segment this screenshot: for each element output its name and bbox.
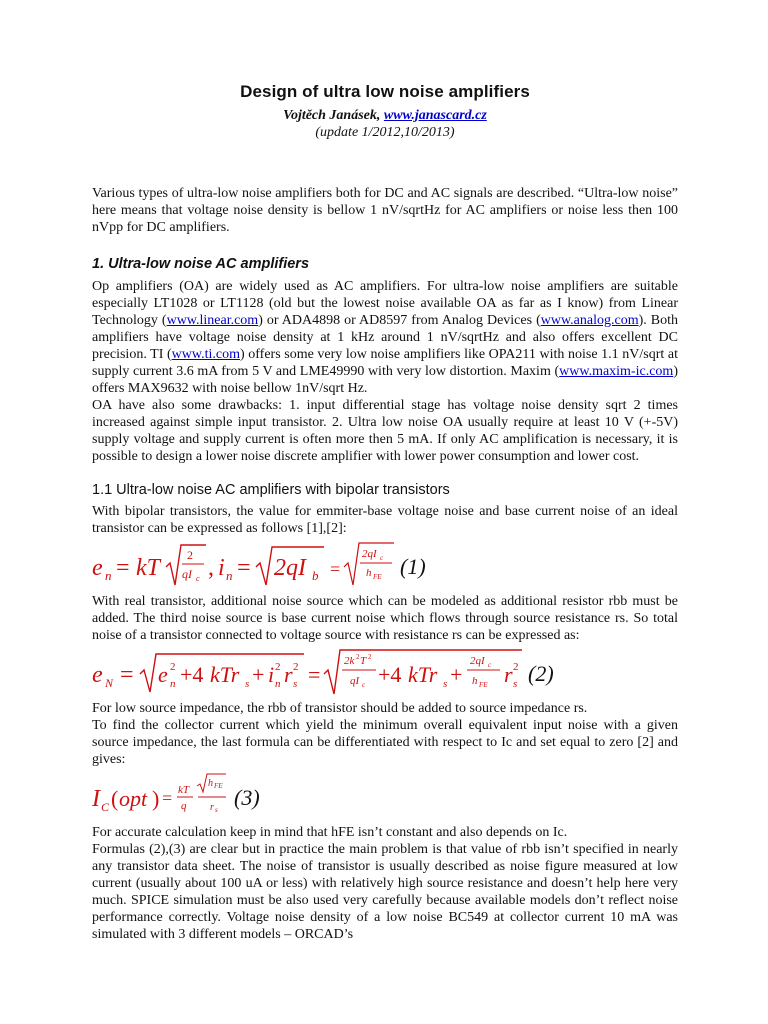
linear-link[interactable]: www.linear.com	[166, 313, 259, 328]
svg-text:qI: qI	[182, 567, 192, 581]
svg-text:2: 2	[187, 548, 193, 562]
equation-1	[92, 541, 678, 589]
svg-text:2: 2	[293, 661, 299, 673]
svg-text:e: e	[158, 662, 168, 687]
maxim-link[interactable]: www.maxim-ic.com	[559, 364, 674, 379]
svg-text:n: n	[226, 568, 233, 583]
svg-text:C: C	[101, 800, 110, 814]
svg-text:2: 2	[368, 653, 372, 661]
svg-text:2: 2	[275, 661, 281, 673]
svg-text:=: =	[116, 555, 130, 581]
svg-text:c: c	[380, 554, 384, 562]
svg-text:qI: qI	[350, 675, 360, 687]
svg-text:n: n	[275, 678, 281, 690]
svg-text:s: s	[513, 678, 518, 690]
svg-text:): )	[152, 786, 160, 811]
svg-text:2: 2	[513, 661, 519, 673]
author-website-link[interactable]: www.janascard.cz	[383, 108, 487, 123]
svg-text:kTr: kTr	[408, 662, 438, 687]
svg-text:FE: FE	[479, 681, 488, 689]
svg-text:=: =	[330, 559, 341, 579]
svg-text:2qI: 2qI	[470, 655, 485, 667]
author-name: Vojtěch Janásek,	[283, 108, 384, 123]
analog-link[interactable]: www.analog.com	[540, 313, 639, 328]
section-1-1-paragraph-2: With real transistor, additional noise source which can be modeled as additional resistor rbb must be added. The third noise source is base current noise which flows through source resistance rs. So total noise of a transistor connected to voltage source with resistance rs can be expressed as:	[92, 594, 678, 643]
svg-text:e: e	[92, 662, 103, 688]
ti-link[interactable]: www.ti.com	[171, 347, 240, 362]
svg-text:b: b	[312, 568, 319, 583]
svg-text:2k: 2k	[344, 655, 355, 667]
svg-text:h: h	[208, 778, 213, 789]
svg-text:c: c	[196, 574, 200, 583]
svg-text:n: n	[105, 568, 112, 583]
svg-text:s: s	[215, 806, 218, 814]
section-1-1-paragraph-4: To find the collector current which yield the minimum overall equivalent input noise with a given source impedance, the last formula can be differentiated with respect to Ic and set equal to zero [2] and gives:	[92, 718, 678, 767]
svg-text:s: s	[443, 678, 448, 690]
section-1-1-paragraph-1: With bipolar transistors, the value for emmiter-base voltage noise and base current noise of an ideal transistor can be expressed as follows [1],[2]:	[92, 504, 678, 536]
document-page	[92, 0, 678, 943]
svg-text:T: T	[360, 655, 367, 667]
svg-text:=: =	[308, 662, 321, 687]
svg-text:kT: kT	[178, 784, 189, 796]
svg-text:opt: opt	[119, 786, 148, 811]
svg-text:h: h	[472, 675, 478, 687]
equation-2-label: (2)	[528, 661, 554, 686]
equation-3-label: (3)	[234, 785, 260, 810]
svg-text:=: =	[162, 788, 173, 808]
section-1-paragraph-2: OA have also some drawbacks: 1. input differential stage has voltage noise density sqrt 2 times increased against simple input transistor. 2. Ultra low noise OA usually require at least 10 V (+-5V) supply voltage and supply current is often more then 5 mA. If only AC amplification is necessary, it is possible to design a lower noise discrete amplifier with lower power consumption and lower cost.	[92, 398, 678, 464]
svg-text:2qI: 2qI	[362, 548, 377, 560]
svg-text:I: I	[92, 786, 100, 812]
svg-text:+4: +4	[378, 662, 402, 687]
svg-text:=: =	[237, 555, 251, 581]
svg-text:s: s	[293, 678, 298, 690]
section-1-heading: 1. Ultra-low noise AC amplifiers	[92, 256, 310, 272]
equation-3	[92, 772, 678, 820]
svg-text:+: +	[450, 662, 463, 687]
svg-text:r: r	[210, 802, 214, 813]
svg-text:+4: +4	[180, 662, 204, 687]
svg-text:h: h	[366, 567, 372, 579]
section-1-paragraph-1: Op amplifiers (OA) are widely used as AC amplifiers. For ultra-low noise amplifiers are suitable especially LT1028 or LT1128 (old but the lowest noise available OA as far as I know) from Linear Technology (www.linear.com) or ADA4898 or AD8597 from Analog Devices (www.analog.com). Both amplifiers have voltage noise density at 1 kHz around 1 nV/sqrtHz and also offers excellent DC precision. TI (www.ti.com) offers some very low noise amplifiers like OPA211 with noise 1.1 nV/sqrt at supply current 3.6 mA from 5 V and LME49990 with very low distortion. Maxim (www.maxim-ic.com) offers MAX9632 with noise bellow 1nV/sqrt Hz.	[92, 279, 679, 396]
svg-text:kT: kT	[136, 555, 160, 581]
section-1-1-paragraph-6: Formulas (2),(3) are clear but in practice the main problem is that value of rbb isn’t specified in nearly any transistor data sheet. The noise of transistor is usually described as noise figure measured at low current (usually about 100 uA or less) with relatively high source resistance and doesn’t help here very much. SPICE simulation must be also used very carefully because available models don’t reflect noise performance correctly. Voltage noise density of a low noise BC549 at collector current 10 mA was simulated with 3 different models – ORCAD’s	[92, 842, 678, 942]
equation-2	[92, 648, 678, 696]
equation-1-label: (1)	[400, 554, 426, 579]
svg-text:+: +	[252, 662, 265, 687]
svg-text:n: n	[170, 678, 176, 690]
section-1-1-heading: 1.1 Ultra-low noise AC amplifiers with bipolar transistors	[92, 482, 450, 498]
svg-text:s: s	[245, 678, 250, 690]
svg-text:i: i	[218, 555, 225, 581]
intro-paragraph: Various types of ultra-low noise amplifiers both for DC and AC signals are described. “Ultra-low noise” here means that voltage noise density is bellow 1 nV/sqrtHz for AC amplifiers or noise less then 100 nVpp for DC amplifiers.	[92, 186, 678, 235]
svg-text:c: c	[362, 681, 366, 689]
author-line	[92, 108, 678, 124]
svg-text:FE: FE	[373, 573, 382, 581]
svg-text:e: e	[92, 555, 103, 581]
svg-text:FE: FE	[214, 782, 223, 790]
svg-text:2: 2	[170, 661, 176, 673]
svg-text:2: 2	[356, 653, 360, 661]
svg-text:r: r	[284, 662, 293, 687]
document-title: Design of ultra low noise amplifiers	[240, 82, 530, 101]
svg-text:r: r	[504, 662, 513, 687]
svg-text:2qI: 2qI	[274, 555, 306, 581]
section-1-1-paragraph-3: For low source impedance, the rbb of transistor should be added to source impedance rs.	[92, 701, 588, 716]
svg-text:,: ,	[208, 555, 214, 581]
update-note: (update 1/2012,10/2013)	[315, 125, 455, 140]
svg-text:=: =	[120, 662, 134, 688]
svg-text:q: q	[181, 800, 187, 812]
svg-text:N: N	[105, 676, 114, 690]
svg-text:i: i	[268, 662, 275, 687]
svg-text:(: (	[111, 786, 119, 811]
svg-text:c: c	[488, 661, 492, 669]
section-1-1-paragraph-5: For accurate calculation keep in mind that hFE isn’t constant and also depends on Ic.	[92, 825, 568, 840]
svg-text:kTr: kTr	[210, 662, 240, 687]
